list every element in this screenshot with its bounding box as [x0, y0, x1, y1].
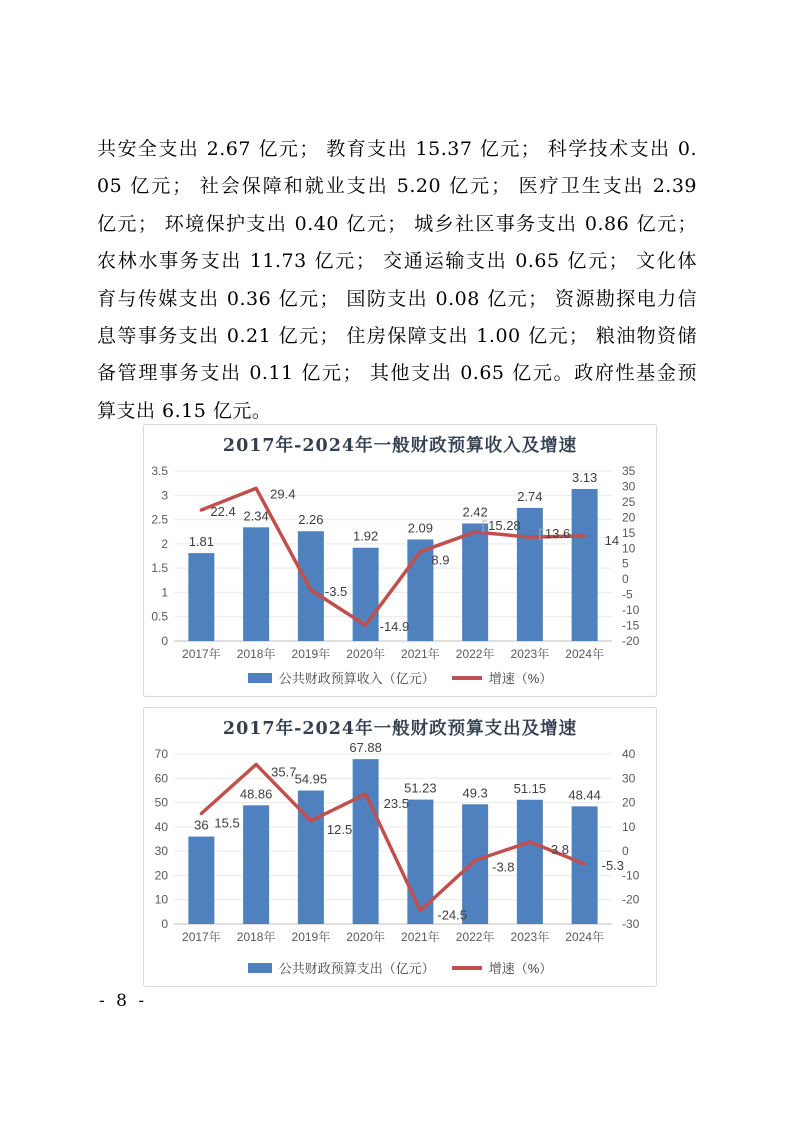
bar — [243, 527, 269, 641]
bar-data-label: 48.86 — [239, 786, 273, 802]
left-axis-tick-label: 3 — [161, 488, 168, 503]
bar-data-label: 51.23 — [404, 780, 437, 796]
left-axis-tick-label: 20 — [154, 868, 168, 883]
right-axis-tick-label: -20 — [622, 892, 640, 907]
legend-bar-swatch-icon — [248, 963, 272, 973]
bar-data-label: 2.42 — [462, 504, 488, 520]
legend — [144, 958, 656, 977]
line-data-label: 35.7 — [271, 764, 297, 780]
legend-bar-swatch-icon — [248, 673, 272, 683]
legend-line-label: 增速（%） — [488, 961, 553, 976]
line-data-label: 15.5 — [214, 815, 240, 831]
text-line: 共安全支出 2.67 亿元； 教育支出 15.37 亿元； 科学技术支出 0. — [97, 138, 697, 160]
bar-data-label: 3.13 — [571, 469, 598, 485]
bar — [462, 523, 488, 641]
bar — [517, 800, 543, 924]
left-axis-tick-label: 60 — [154, 771, 168, 786]
line-data-label: 29.4 — [270, 486, 296, 502]
category-label: 2020年 — [346, 930, 385, 944]
text-line: 农林水事务支出 11.73 亿元； 交通运输支出 0.65 亿元； 文化体 — [97, 250, 697, 273]
right-axis-tick-label: -30 — [622, 917, 640, 931]
category-label: 2017年 — [182, 930, 221, 944]
right-axis-tick-label: 0 — [622, 844, 629, 859]
left-axis-tick-label: 50 — [154, 795, 168, 810]
left-axis-tick-label: 10 — [154, 892, 168, 907]
category-label: 2024年 — [565, 930, 604, 944]
bar — [353, 759, 379, 924]
right-axis-tick-label: -20 — [622, 634, 640, 648]
expenditure-chart-plot — [144, 708, 658, 986]
text-line: 算支出 6.15 亿元。 — [97, 399, 272, 422]
right-axis-tick-label: -10 — [622, 603, 640, 618]
left-axis-tick-label: 0 — [161, 634, 168, 648]
text-line: 05 亿元； 社会保障和就业支出 5.20 亿元； 医疗卫生支出 2.39 — [97, 175, 697, 198]
legend — [144, 668, 656, 687]
left-axis-tick-label: 3.5 — [151, 464, 168, 478]
line-data-label: -14.9 — [379, 619, 410, 635]
line-data-label: 12.5 — [326, 821, 353, 837]
category-label: 2018年 — [236, 647, 276, 661]
right-axis-tick-label: 40 — [622, 747, 636, 761]
right-axis-tick-label: 25 — [622, 494, 636, 509]
line-data-label: -5.3 — [601, 858, 625, 874]
category-label: 2017年 — [182, 647, 221, 661]
bar-data-label: 54.95 — [294, 771, 328, 787]
bar — [407, 539, 433, 641]
revenue-chart — [143, 424, 657, 697]
left-axis-tick-label: 2.5 — [151, 512, 168, 527]
legend-line-swatch-icon — [452, 966, 482, 970]
right-axis-tick-label: 20 — [622, 795, 636, 810]
left-axis-tick-label: 30 — [154, 844, 168, 859]
line-data-label: -3.8 — [492, 859, 515, 875]
right-axis-tick-label: 35 — [622, 464, 636, 478]
page-number: - 8 - — [99, 991, 148, 1011]
right-axis-tick-label: 20 — [622, 510, 636, 525]
category-label: 2020年 — [346, 647, 385, 661]
legend-line-swatch-icon — [452, 676, 482, 680]
expenditure-chart — [143, 707, 657, 987]
text-line: 亿元； 环境保护支出 0.40 亿元； 城乡社区事务支出 0.86 亿元； — [97, 212, 697, 235]
bar — [517, 508, 543, 641]
bar — [188, 837, 214, 924]
line-data-label: 15.28 — [488, 517, 521, 533]
category-label: 2021年 — [401, 930, 440, 944]
left-axis-tick-label: 0 — [161, 917, 168, 931]
bar — [298, 531, 324, 641]
left-axis-tick-label: 70 — [154, 747, 168, 761]
line-data-label: -24.5 — [437, 907, 468, 923]
line-data-label: 3.8 — [550, 841, 569, 857]
line-data-label: 14 — [604, 532, 620, 548]
bar-data-label: 1.92 — [352, 528, 379, 544]
left-axis-tick-label: 40 — [154, 819, 168, 834]
category-label: 2024年 — [565, 647, 604, 661]
bar-data-label: 2.34 — [243, 508, 269, 524]
left-axis-tick-label: 1 — [161, 585, 168, 600]
category-label: 2022年 — [455, 647, 495, 661]
category-label: 2019年 — [291, 930, 331, 944]
bar-data-label: 1.81 — [188, 534, 215, 550]
bar — [188, 553, 214, 641]
bar — [407, 800, 433, 924]
right-axis-tick-label: -10 — [622, 868, 640, 883]
legend-line-label: 增速（%） — [488, 671, 553, 686]
right-axis-tick-label: 0 — [622, 572, 629, 587]
bar-data-label: 2.74 — [517, 488, 543, 504]
chart-title: 2017年-2024年一般财政预算支出及增速 — [222, 719, 578, 739]
text-line: 育与传媒支出 0.36 亿元； 国防支出 0.08 亿元； 资源勘探电力信 — [97, 287, 697, 310]
revenue-chart-plot — [144, 425, 658, 696]
bar-data-label: 2.09 — [407, 520, 434, 536]
category-label: 2023年 — [510, 930, 550, 944]
line-data-label: -3.5 — [324, 584, 348, 599]
right-axis-tick-label: 30 — [622, 479, 636, 494]
bar-data-label: 2.26 — [298, 512, 324, 528]
bar-data-label: 48.44 — [568, 787, 601, 803]
right-axis-tick-label: 30 — [622, 771, 636, 786]
bar-data-label: 67.88 — [349, 740, 382, 756]
left-axis-tick-label: 2 — [161, 536, 168, 551]
left-axis-tick-label: 1.5 — [151, 561, 168, 576]
text-line: 息等事务支出 0.21 亿元； 住房保障支出 1.00 亿元； 粮油物资储 — [97, 325, 697, 348]
bar-data-label: 51.15 — [513, 780, 547, 796]
bar-data-label: 49.3 — [462, 785, 488, 801]
right-axis-tick-label: 5 — [622, 556, 629, 571]
text-line: 备管理事务支出 0.11 亿元； 其他支出 0.65 亿元。政府性基金预 — [97, 362, 697, 385]
bar — [462, 804, 488, 924]
chart-title: 2017年-2024年一般财政预算收入及增速 — [222, 436, 578, 456]
legend-bar-label: 公共财政预算收入（亿元） — [278, 671, 435, 686]
right-axis-tick-label: 15 — [622, 525, 636, 540]
left-axis-tick-label: 0.5 — [151, 609, 168, 624]
bar — [243, 805, 269, 924]
category-label: 2018年 — [236, 930, 276, 944]
line-data-label: 8.9 — [431, 552, 450, 568]
category-label: 2023年 — [510, 647, 550, 661]
line-data-label: 23.5 — [383, 796, 409, 812]
bar-data-label: 36 — [194, 817, 209, 833]
category-label: 2021年 — [401, 647, 440, 661]
right-axis-tick-label: -5 — [622, 587, 633, 602]
right-axis-tick-label: 10 — [622, 819, 636, 834]
bar — [572, 489, 598, 641]
category-label: 2019年 — [291, 647, 331, 661]
legend-bar-label: 公共财政预算支出（亿元） — [278, 961, 435, 976]
bar — [353, 548, 379, 641]
right-axis-tick-label: 10 — [622, 541, 636, 556]
category-label: 2022年 — [455, 930, 495, 944]
line-data-label: 22.4 — [210, 503, 236, 519]
paragraph — [97, 131, 697, 430]
right-axis-tick-label: -15 — [622, 618, 640, 633]
line-data-label: 13.6 — [544, 526, 571, 542]
